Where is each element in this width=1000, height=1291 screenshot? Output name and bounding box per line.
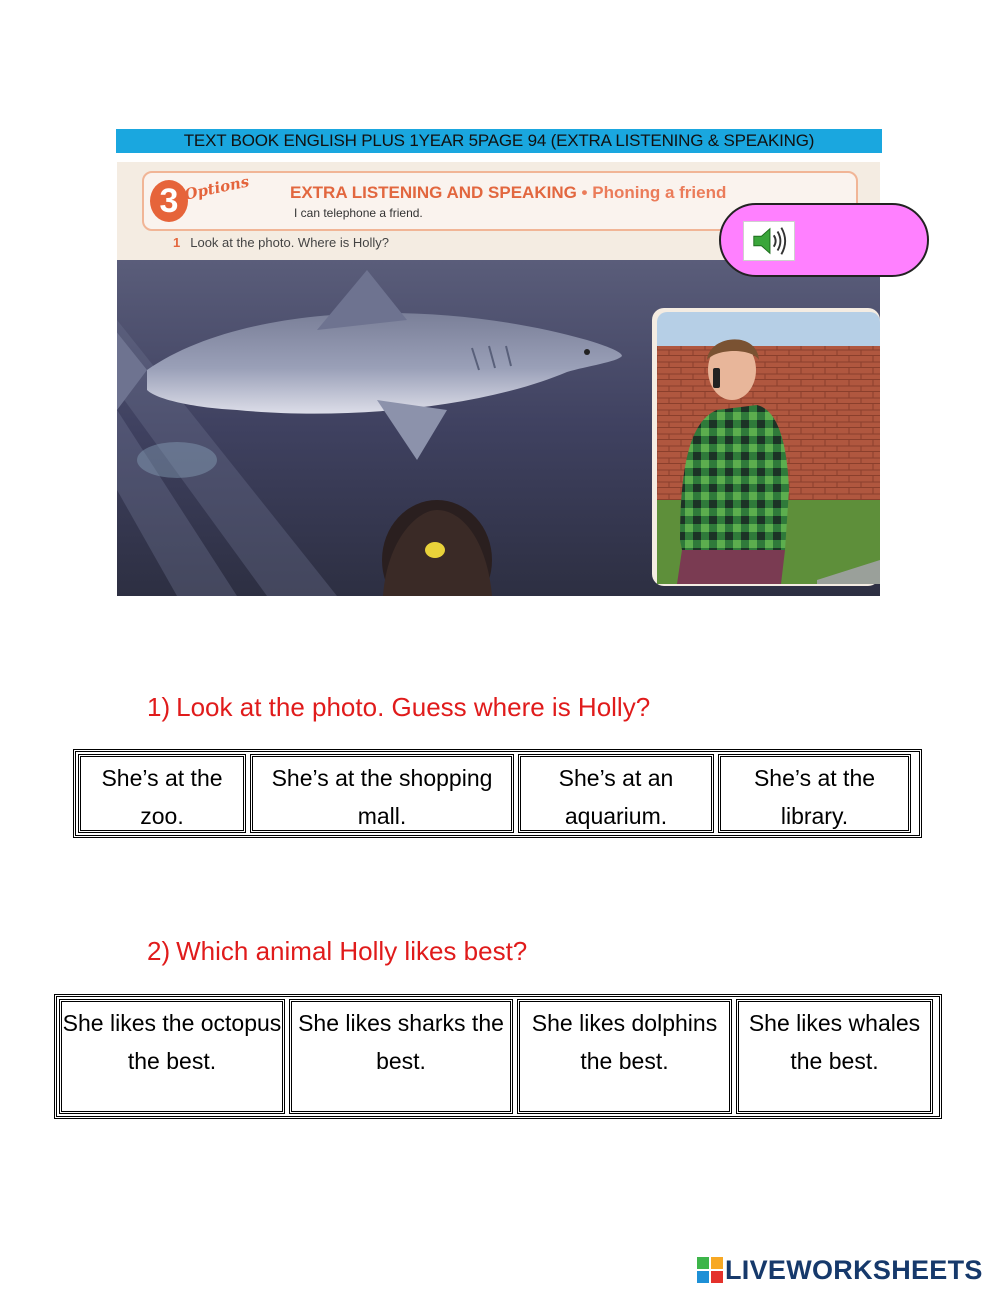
options-label: Options (182, 172, 251, 204)
answer-option[interactable]: She likes the octopus the best. (59, 999, 285, 1114)
question-1-number: 1) (147, 692, 171, 722)
exercise-instruction (173, 235, 389, 250)
question-1-options (73, 749, 922, 838)
logo-text: LIVEWORKSHEETS (725, 1254, 983, 1285)
can-do-statement: I can telephone a friend. (294, 206, 423, 220)
exercise-text: Look at the photo. Where is Holly? (190, 235, 389, 250)
question-2-options (54, 994, 942, 1119)
exercise-number: 1 (173, 235, 181, 250)
logo-blocks-icon (697, 1257, 723, 1283)
question-2-prompt (147, 936, 527, 967)
question-2-number: 2) (147, 936, 171, 966)
answer-option[interactable]: She’s at the zoo. (78, 754, 246, 833)
lesson-title-separator: • (576, 183, 593, 202)
question-1-prompt (147, 692, 650, 723)
lesson-subtitle: Phoning a friend (592, 183, 727, 202)
speaker-icon[interactable] (743, 221, 795, 261)
question-1-text: Look at the photo. Guess where is Holly? (176, 692, 651, 722)
answer-option[interactable]: She likes whales the best. (736, 999, 933, 1114)
question-2-text: Which animal Holly likes best? (176, 936, 528, 966)
answer-option[interactable]: She likes dolphins the best. (517, 999, 732, 1114)
answer-option[interactable]: She’s at an aquarium. (518, 754, 714, 833)
unit-number: 3 (150, 180, 188, 222)
lesson-title-main: EXTRA LISTENING AND SPEAKING (290, 183, 577, 202)
audio-player[interactable] (719, 203, 929, 277)
answer-option[interactable]: She’s at the library. (718, 754, 911, 833)
answer-option[interactable]: She’s at the shopping mall. (250, 754, 514, 833)
aquarium-photo (117, 260, 880, 596)
lesson-title (290, 183, 726, 203)
textbook-reference-banner: TEXT BOOK ENGLISH PLUS 1YEAR 5PAGE 94 (EXTRA LISTENING & SPEAKING) (116, 129, 882, 153)
liveworksheets-logo (697, 1255, 983, 1285)
answer-option[interactable]: She likes sharks the best. (289, 999, 513, 1114)
